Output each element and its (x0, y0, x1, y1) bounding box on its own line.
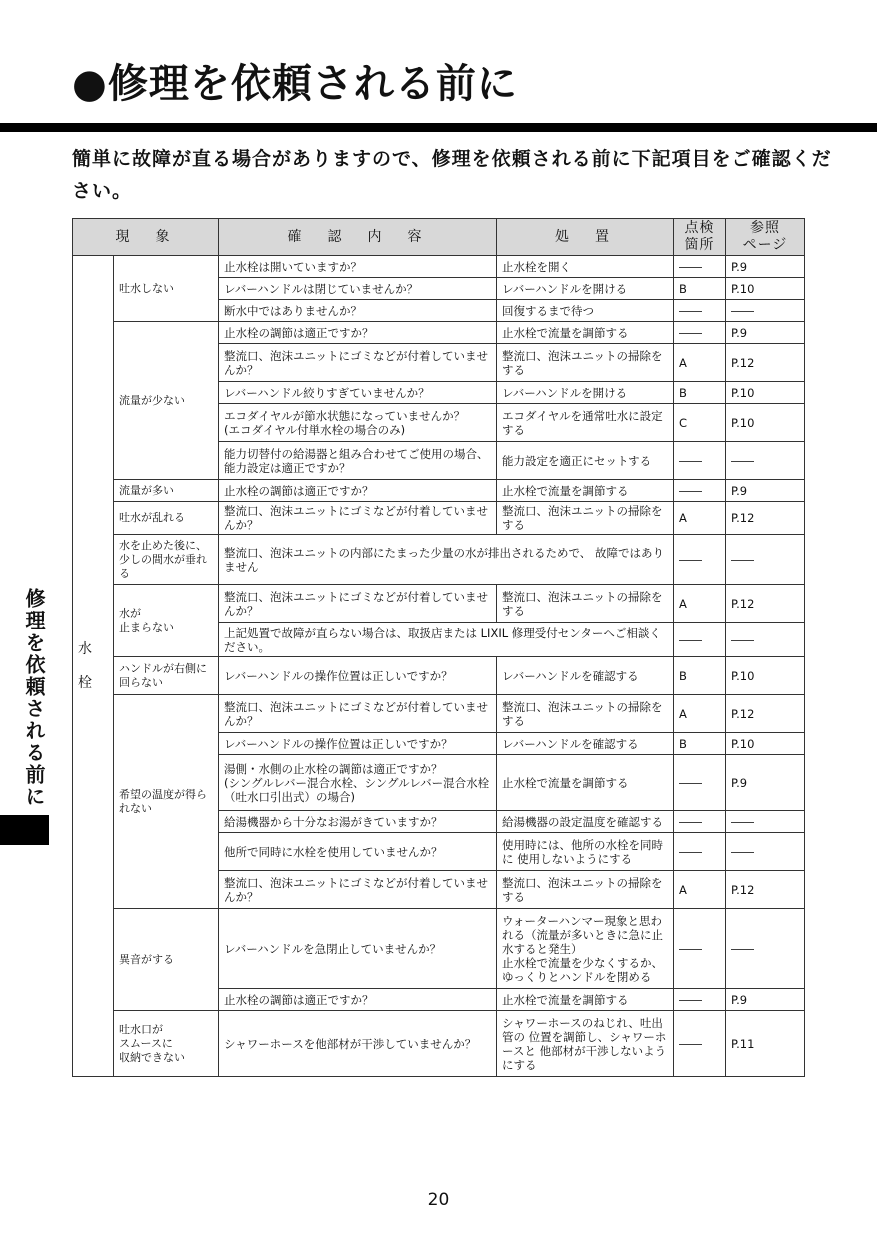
reference-page-cell: P.12 (726, 344, 805, 382)
inspection-point-cell: ―― (674, 623, 726, 657)
reference-page-cell: ―― (726, 909, 805, 989)
reference-page-cell: P.9 (726, 256, 805, 278)
check-cell: エコダイヤルが節水状態になっていませんか？ (エコダイヤル付単水栓の場合のみ) (219, 404, 497, 442)
table-row (73, 502, 805, 535)
reference-page-cell: ―― (726, 833, 805, 871)
page-number: 20 (427, 1190, 450, 1210)
reference-page-cell: ―― (726, 442, 805, 480)
reference-page-cell: ―― (726, 535, 805, 585)
header-point: 点検 箇所 (674, 219, 726, 256)
reference-page-cell: ―― (726, 811, 805, 833)
check-cell: 給湯機器から十分なお湯がきていますか？ (219, 811, 497, 833)
reference-page-cell: P.10 (726, 278, 805, 300)
inspection-point-cell: ―― (674, 811, 726, 833)
check-cell: 整流口、泡沫ユニットにゴミなどが付着していませんか？ (219, 344, 497, 382)
symptom-cell: 水が 止まらない (114, 585, 219, 657)
action-cell: 整流口、泡沫ユニットの掃除をする (497, 502, 674, 535)
inspection-point-cell: B (674, 278, 726, 300)
header-phenomenon: 現 象 (73, 219, 219, 256)
action-cell: 止水栓で流量を調節する (497, 989, 674, 1011)
reference-page-cell: P.10 (726, 733, 805, 755)
symptom-cell: 吐水が乱れる (114, 502, 219, 535)
action-cell: シャワーホースのねじれ、吐出管の 位置を調節し、シャワーホースと 他部材が干渉しないようにする (497, 1011, 674, 1077)
symptom-cell: 水を止めた後に、少しの間水が垂れる (114, 535, 219, 585)
reference-page-cell: P.11 (726, 1011, 805, 1077)
inspection-point-cell: ―― (674, 256, 726, 278)
reference-page-cell: P.9 (726, 480, 805, 502)
symptom-cell: 流量が多い (114, 480, 219, 502)
reference-page-cell: P.10 (726, 404, 805, 442)
header-check: 確 認 内 容 (219, 219, 497, 256)
action-cell: レバーハンドルを確認する (497, 733, 674, 755)
table-row (73, 480, 805, 502)
action-cell: エコダイヤルを通常吐水に設定する (497, 404, 674, 442)
action-cell: 使用時には、他所の水栓を同時に 使用しないようにする (497, 833, 674, 871)
table-row (73, 909, 805, 989)
check-cell: 断水中ではありませんか？ (219, 300, 497, 322)
check-cell: 整流口、泡沫ユニットにゴミなどが付着していませんか？ (219, 871, 497, 909)
symptom-cell: 異音がする (114, 909, 219, 1011)
check-cell: 止水栓の調節は適正ですか？ (219, 480, 497, 502)
action-cell: 止水栓で流量を調節する (497, 480, 674, 502)
table-row (73, 535, 805, 585)
check-cell: 整流口、泡沫ユニットにゴミなどが付着していませんか？ (219, 502, 497, 535)
check-cell: 整流口、泡沫ユニットの内部にたまった少量の水が排出されるためで、 故障ではありません (219, 535, 674, 585)
reference-page-cell: ―― (726, 623, 805, 657)
symptom-cell: 希望の温度が得られない (114, 695, 219, 909)
check-cell: 整流口、泡沫ユニットにゴミなどが付着していませんか？ (219, 585, 497, 623)
action-cell: 整流口、泡沫ユニットの掃除をする (497, 344, 674, 382)
category-cell (73, 256, 114, 1077)
inspection-point-cell: ―― (674, 480, 726, 502)
inspection-point-cell: ―― (674, 989, 726, 1011)
check-cell: 止水栓の調節は適正ですか？ (219, 322, 497, 344)
inspection-point-cell: ―― (674, 322, 726, 344)
intro-text: 簡単に故障が直る場合がありますので、修理を依頼される前に下記項目をご確認ください。 (72, 148, 832, 202)
action-cell: 回復するまで待つ (497, 300, 674, 322)
action-cell: レバーハンドルを開ける (497, 278, 674, 300)
inspection-point-cell: B (674, 657, 726, 695)
action-cell: レバーハンドルを開ける (497, 382, 674, 404)
symptom-cell: 流量が少ない (114, 322, 219, 480)
reference-page-cell: P.12 (726, 502, 805, 535)
action-cell: 止水栓で流量を調節する (497, 755, 674, 811)
table-row (73, 695, 805, 733)
table-row (73, 256, 805, 278)
inspection-point-cell: B (674, 382, 726, 404)
inspection-point-cell: ―― (674, 755, 726, 811)
inspection-point-cell: A (674, 871, 726, 909)
reference-page-cell: ―― (726, 300, 805, 322)
reference-page-cell: P.9 (726, 989, 805, 1011)
reference-page-cell: P.12 (726, 585, 805, 623)
check-cell: 他所で同時に水栓を使用していませんか？ (219, 833, 497, 871)
action-cell: 整流口、泡沫ユニットの掃除をする (497, 695, 674, 733)
action-cell: 能力設定を適正にセットする (497, 442, 674, 480)
check-cell: シャワーホースを他部材が干渉していませんか？ (219, 1011, 497, 1077)
inspection-point-cell: ―― (674, 909, 726, 989)
symptom-cell: ハンドルが右側に回らない (114, 657, 219, 695)
action-cell: ウォーターハンマー現象と思われる（流量が多いときに急に止水すると発生） 止水栓で流量を少なくするか、ゆっくりとハンドルを閉める (497, 909, 674, 989)
action-cell: 止水栓で流量を調節する (497, 322, 674, 344)
action-cell: レバーハンドルを確認する (497, 657, 674, 695)
table-row (73, 1011, 805, 1077)
check-cell: 整流口、泡沫ユニットにゴミなどが付着していませんか？ (219, 695, 497, 733)
check-cell: 能力切替付の給湯器と組み合わせてご使用の場合、能力設定は適正ですか？ (219, 442, 497, 480)
inspection-point-cell: ―― (674, 1011, 726, 1077)
inspection-point-cell: ―― (674, 833, 726, 871)
page-title: ●修理を依頼される前に (72, 61, 518, 107)
inspection-point-cell: ―― (674, 442, 726, 480)
reference-page-cell: P.9 (726, 755, 805, 811)
check-cell: レバーハンドルの操作位置は正しいですか？ (219, 657, 497, 695)
inspection-point-cell: A (674, 695, 726, 733)
inspection-point-cell: ―― (674, 535, 726, 585)
reference-page-cell: P.10 (726, 382, 805, 404)
check-cell: レバーハンドルを急閉止していませんか？ (219, 909, 497, 989)
category-label: 水 (78, 641, 92, 657)
inspection-point-cell: A (674, 344, 726, 382)
table-row (73, 657, 805, 695)
check-cell: レバーハンドルの操作位置は正しいですか？ (219, 733, 497, 755)
table-header-row (73, 219, 805, 256)
title-rule (0, 123, 877, 132)
reference-page-cell: P.12 (726, 871, 805, 909)
symptom-cell: 吐水口が スムースに 収納できない (114, 1011, 219, 1077)
table-row (73, 585, 805, 623)
troubleshooting-table (72, 218, 805, 1077)
action-cell: 整流口、泡沫ユニットの掃除をする (497, 585, 674, 623)
inspection-point-cell: A (674, 502, 726, 535)
inspection-point-cell: ―― (674, 300, 726, 322)
action-cell: 整流口、泡沫ユニットの掃除をする (497, 871, 674, 909)
header-action: 処 置 (497, 219, 674, 256)
action-cell: 給湯機器の設定温度を確認する (497, 811, 674, 833)
inspection-point-cell: B (674, 733, 726, 755)
side-tab-marker (0, 815, 49, 845)
side-tab-label: 修理を依頼される前に (22, 588, 46, 808)
inspection-point-cell: C (674, 404, 726, 442)
header-page: 参照 ページ (726, 219, 805, 256)
reference-page-cell: P.10 (726, 657, 805, 695)
inspection-point-cell: A (674, 585, 726, 623)
reference-page-cell: P.9 (726, 322, 805, 344)
check-cell: 止水栓の調節は適正ですか？ (219, 989, 497, 1011)
check-cell: 止水栓は開いていますか？ (219, 256, 497, 278)
table-body (73, 256, 805, 1077)
table-row (73, 322, 805, 344)
check-cell: レバーハンドル絞りすぎていませんか？ (219, 382, 497, 404)
check-cell: 湯側・水側の止水栓の調節は適正ですか？ (シングルレバー混合水栓、シングルレバー混合水栓（吐水口引出式）の場合) (219, 755, 497, 811)
reference-page-cell: P.12 (726, 695, 805, 733)
check-cell: 上記処置で故障が直らない場合は、取扱店または LIXIL 修理受付センターへご相談ください。 (219, 623, 674, 657)
check-cell: レバーハンドルは閉じていませんか？ (219, 278, 497, 300)
symptom-cell: 吐水しない (114, 256, 219, 322)
category-label: 栓 (78, 675, 92, 691)
action-cell: 止水栓を開く (497, 256, 674, 278)
